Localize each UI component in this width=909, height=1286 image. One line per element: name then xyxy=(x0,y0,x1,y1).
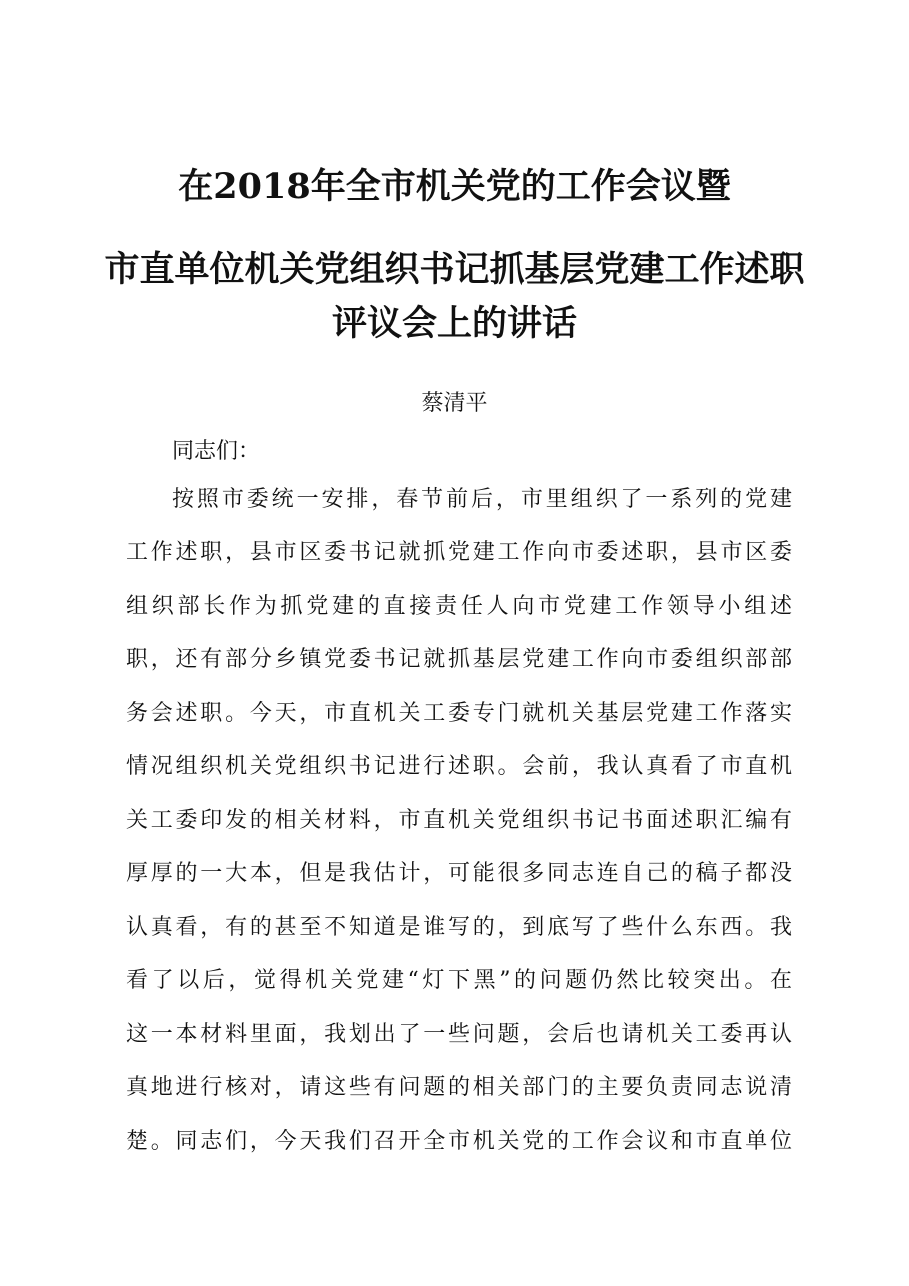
title-line-2: 市直单位机关党组织书记抓基层党建工作述职 xyxy=(104,249,805,290)
salutation: 同志们： xyxy=(172,439,261,464)
body-line: 关工委印发的相关材料，市直机关党组织书记书面述职汇编有 xyxy=(126,808,792,833)
body-line: 厚厚的一大本，但是我估计，可能很多同志连自己的稿子都没 xyxy=(126,861,792,886)
body-line: 看了以后，觉得机关党建“灯下黑”的问题仍然比较突出。在 xyxy=(126,968,792,993)
body-line: 按照市委统一安排，春节前后，市里组织了一系列的党建 xyxy=(172,487,792,512)
body-line: 务会述职。今天，市直机关工委专门就机关基层党建工作落实 xyxy=(126,701,792,726)
body-line: 工作述职，县市区委书记就抓党建工作向市委述职，县市区委 xyxy=(126,540,792,565)
body-line: 这一本材料里面，我划出了一些问题，会后也请机关工委再认 xyxy=(126,1022,792,1047)
body-line: 职，还有部分乡镇党委书记就抓基层党建工作向市委组织部部 xyxy=(126,647,792,672)
body-line: 真地进行核对，请这些有问题的相关部门的主要负责同志说清 xyxy=(126,1075,792,1100)
body-line: 情况组织机关党组织书记进行述职。会前，我认真看了市直机 xyxy=(126,754,792,779)
body-line: 组织部长作为抓党建的直接责任人向市党建工作领导小组述 xyxy=(126,594,792,619)
title-line-3: 评议会上的讲话 xyxy=(331,303,577,344)
title-line-1: 在2018年全市机关党的工作会议暨 xyxy=(178,166,731,207)
body-line: 楚。同志们，今天我们召开全市机关党的工作会议和市直单位 xyxy=(126,1129,792,1154)
author-name: 蔡清平 xyxy=(421,391,488,416)
body-line: 认真看，有的甚至不知道是谁写的，到底写了些什么东西。我 xyxy=(126,915,792,940)
